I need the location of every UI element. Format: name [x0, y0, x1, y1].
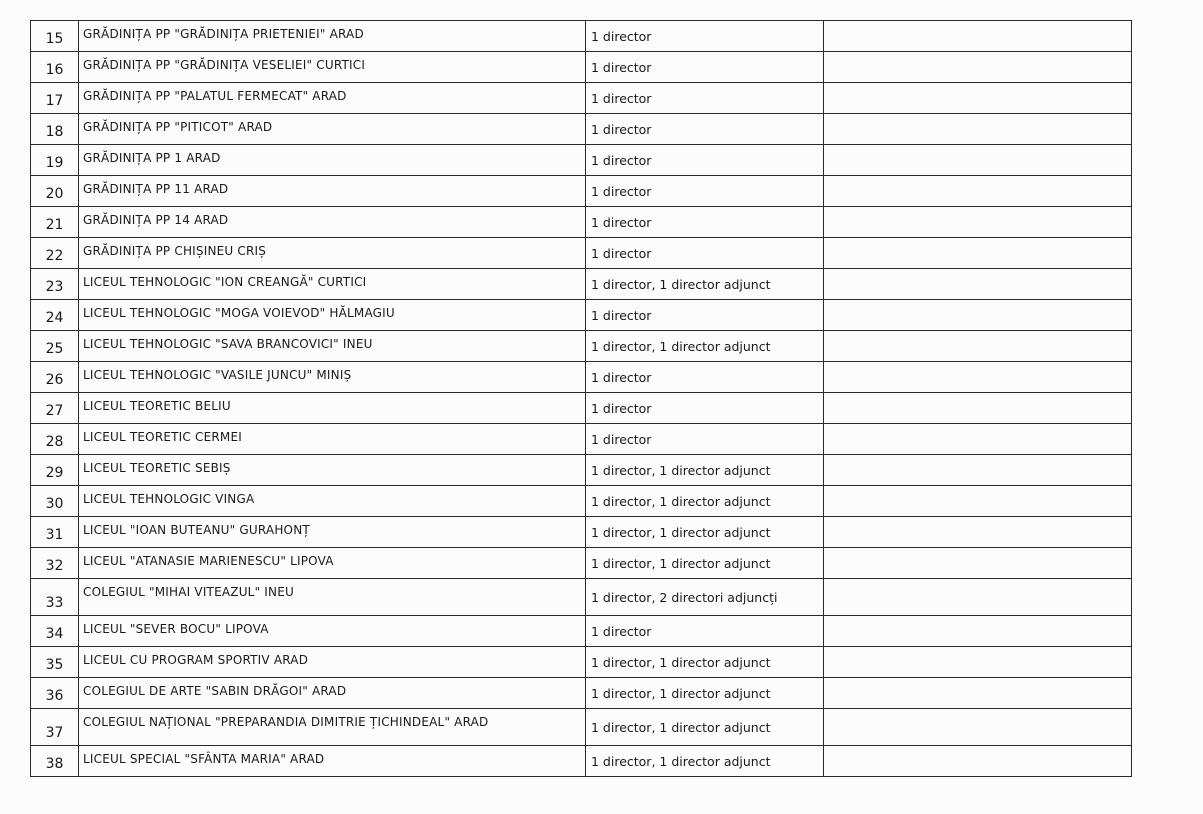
row-number: 24: [31, 300, 79, 331]
row-number: 35: [31, 647, 79, 678]
empty-cell: [824, 455, 1132, 486]
table-row: [31, 709, 1132, 746]
table-row: [31, 678, 1132, 709]
positions: 1 director: [586, 21, 824, 52]
table-row: [31, 176, 1132, 207]
empty-cell: [824, 486, 1132, 517]
row-number: 25: [31, 331, 79, 362]
table-row: [31, 616, 1132, 647]
table-row: [31, 83, 1132, 114]
school-name: COLEGIUL "MIHAI VITEAZUL" INEU: [79, 579, 586, 616]
school-name: GRĂDINIȚA PP 11 ARAD: [79, 176, 586, 207]
table-body: [31, 21, 1132, 777]
positions: 1 director: [586, 300, 824, 331]
row-number: 38: [31, 746, 79, 777]
school-name: LICEUL SPECIAL "SFÂNTA MARIA" ARAD: [79, 746, 586, 777]
empty-cell: [824, 647, 1132, 678]
school-name: LICEUL TEORETIC BELIU: [79, 393, 586, 424]
school-name: GRĂDINIȚA PP "GRĂDINIȚA PRIETENIEI" ARAD: [79, 21, 586, 52]
school-name: LICEUL TEHNOLOGIC "VASILE JUNCU" MINIȘ: [79, 362, 586, 393]
row-number: 30: [31, 486, 79, 517]
empty-cell: [824, 709, 1132, 746]
positions: 1 director: [586, 362, 824, 393]
school-name: LICEUL CU PROGRAM SPORTIV ARAD: [79, 647, 586, 678]
row-number: 31: [31, 517, 79, 548]
empty-cell: [824, 238, 1132, 269]
row-number: 15: [31, 21, 79, 52]
school-name: GRĂDINIȚA PP 1 ARAD: [79, 145, 586, 176]
empty-cell: [824, 746, 1132, 777]
positions: 1 director, 1 director adjunct: [586, 517, 824, 548]
positions: 1 director: [586, 393, 824, 424]
school-name: COLEGIUL NAȚIONAL "PREPARANDIA DIMITRIE ȚICHINDEAL" ARAD: [79, 709, 586, 746]
empty-cell: [824, 269, 1132, 300]
table-row: [31, 331, 1132, 362]
table-row: [31, 517, 1132, 548]
empty-cell: [824, 300, 1132, 331]
table-row: [31, 393, 1132, 424]
empty-cell: [824, 21, 1132, 52]
school-name: GRĂDINIȚA PP CHIȘINEU CRIȘ: [79, 238, 586, 269]
row-number: 27: [31, 393, 79, 424]
school-name: LICEUL TEHNOLOGIC VINGA: [79, 486, 586, 517]
row-number: 16: [31, 52, 79, 83]
row-number: 22: [31, 238, 79, 269]
school-name: GRĂDINIȚA PP "GRĂDINIȚA VESELIEI" CURTICI: [79, 52, 586, 83]
empty-cell: [824, 579, 1132, 616]
empty-cell: [824, 616, 1132, 647]
table-row: [31, 579, 1132, 616]
positions: 1 director, 1 director adjunct: [586, 746, 824, 777]
table-row: [31, 114, 1132, 145]
table-row: [31, 300, 1132, 331]
empty-cell: [824, 114, 1132, 145]
table-row: [31, 145, 1132, 176]
positions: 1 director: [586, 238, 824, 269]
table-row: [31, 21, 1132, 52]
school-name: LICEUL TEORETIC CERMEI: [79, 424, 586, 455]
row-number: 29: [31, 455, 79, 486]
positions: 1 director: [586, 145, 824, 176]
empty-cell: [824, 52, 1132, 83]
school-name: LICEUL TEHNOLOGIC "MOGA VOIEVOD" HĂLMAGIU: [79, 300, 586, 331]
positions: 1 director, 1 director adjunct: [586, 709, 824, 746]
empty-cell: [824, 331, 1132, 362]
table-row: [31, 52, 1132, 83]
school-name: LICEUL TEORETIC SEBIȘ: [79, 455, 586, 486]
row-number: 33: [31, 579, 79, 616]
empty-cell: [824, 176, 1132, 207]
school-name: LICEUL TEHNOLOGIC "ION CREANGĂ" CURTICI: [79, 269, 586, 300]
empty-cell: [824, 393, 1132, 424]
positions: 1 director, 1 director adjunct: [586, 678, 824, 709]
table-row: [31, 486, 1132, 517]
school-name: LICEUL TEHNOLOGIC "SAVA BRANCOVICI" INEU: [79, 331, 586, 362]
row-number: 18: [31, 114, 79, 145]
empty-cell: [824, 517, 1132, 548]
school-name: LICEUL "IOAN BUTEANU" GURAHONȚ: [79, 517, 586, 548]
row-number: 32: [31, 548, 79, 579]
row-number: 19: [31, 145, 79, 176]
empty-cell: [824, 83, 1132, 114]
positions: 1 director, 1 director adjunct: [586, 647, 824, 678]
positions: 1 director, 1 director adjunct: [586, 269, 824, 300]
positions: 1 director: [586, 114, 824, 145]
positions: 1 director, 1 director adjunct: [586, 548, 824, 579]
empty-cell: [824, 678, 1132, 709]
positions: 1 director, 1 director adjunct: [586, 486, 824, 517]
empty-cell: [824, 207, 1132, 238]
empty-cell: [824, 548, 1132, 579]
positions: 1 director: [586, 52, 824, 83]
school-name: LICEUL "ATANASIE MARIENESCU" LIPOVA: [79, 548, 586, 579]
row-number: 21: [31, 207, 79, 238]
school-positions-table: [30, 20, 1132, 777]
school-name: GRĂDINIȚA PP "PALATUL FERMECAT" ARAD: [79, 83, 586, 114]
positions: 1 director: [586, 176, 824, 207]
row-number: 17: [31, 83, 79, 114]
table-row: [31, 647, 1132, 678]
table-row: [31, 238, 1132, 269]
table-row: [31, 362, 1132, 393]
row-number: 34: [31, 616, 79, 647]
school-name: LICEUL "SEVER BOCU" LIPOVA: [79, 616, 586, 647]
table-row: [31, 548, 1132, 579]
school-name: GRĂDINIȚA PP "PITICOT" ARAD: [79, 114, 586, 145]
table-row: [31, 424, 1132, 455]
table-row: [31, 455, 1132, 486]
row-number: 37: [31, 709, 79, 746]
row-number: 20: [31, 176, 79, 207]
row-number: 28: [31, 424, 79, 455]
row-number: 36: [31, 678, 79, 709]
positions: 1 director, 2 directori adjuncți: [586, 579, 824, 616]
positions: 1 director: [586, 424, 824, 455]
positions: 1 director, 1 director adjunct: [586, 455, 824, 486]
positions: 1 director: [586, 83, 824, 114]
table-row: [31, 269, 1132, 300]
positions: 1 director: [586, 616, 824, 647]
table-row: [31, 207, 1132, 238]
empty-cell: [824, 424, 1132, 455]
school-name: GRĂDINIȚA PP 14 ARAD: [79, 207, 586, 238]
school-name: COLEGIUL DE ARTE "SABIN DRĂGOI" ARAD: [79, 678, 586, 709]
positions: 1 director, 1 director adjunct: [586, 331, 824, 362]
empty-cell: [824, 145, 1132, 176]
table-row: [31, 746, 1132, 777]
row-number: 23: [31, 269, 79, 300]
positions: 1 director: [586, 207, 824, 238]
empty-cell: [824, 362, 1132, 393]
row-number: 26: [31, 362, 79, 393]
